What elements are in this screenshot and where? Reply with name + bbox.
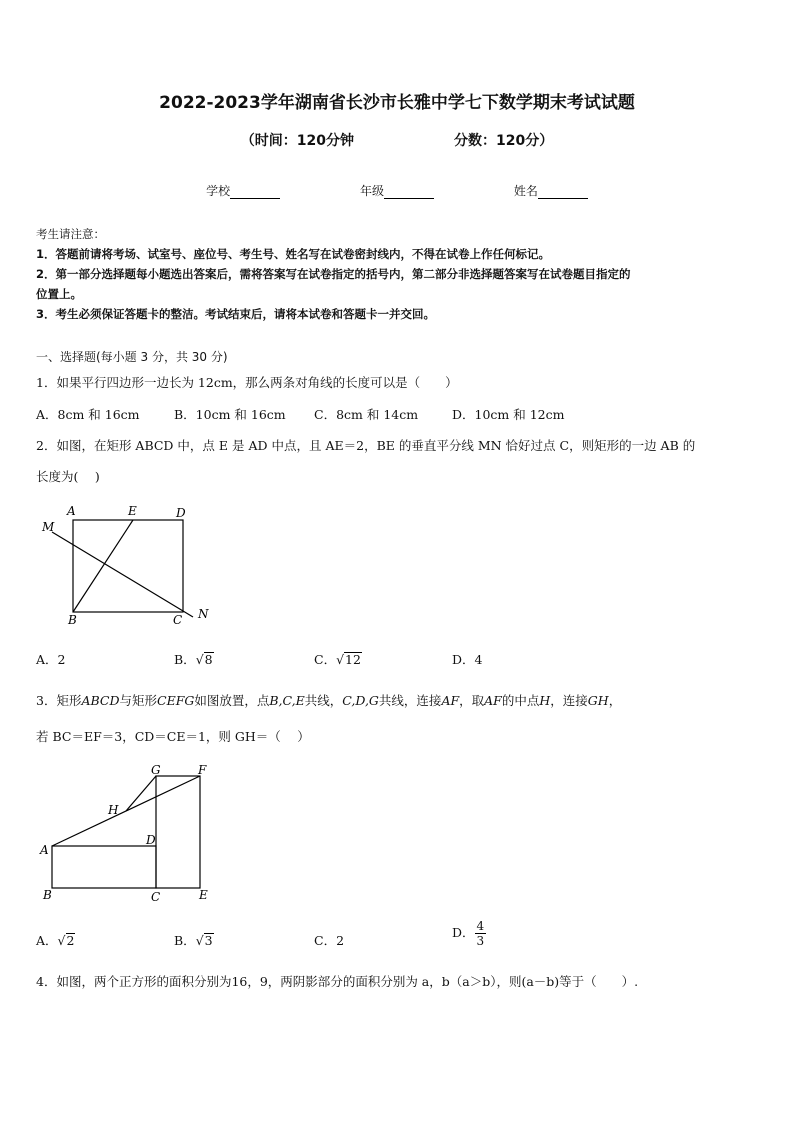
q3-option-d-prefix: D． [452, 925, 475, 940]
q3-segment-gh [126, 776, 156, 811]
q2-label-c: C [173, 613, 183, 627]
exam-subtitle [0, 130, 794, 150]
q3-math-cdg: C,D,G [342, 693, 379, 708]
q3-label-f: F [198, 763, 207, 777]
q3-text-6: ，取 [459, 693, 485, 708]
q3-text-9: ， [608, 693, 622, 708]
q3-text-2: 与矩形 [119, 693, 157, 708]
note-item-3: 3．考生必须保证答题卡的整洁。考试结束后，请将本试卷和答题卡一并交回。 [36, 307, 435, 321]
q3-rectangle-abcd [52, 846, 156, 888]
question-2-line1: 2．如图，在矩形 ABCD 中，点 E 是 AD 中点，且 AE＝2，BE 的垂直平分线 MN 恰好过点 C，则矩形的一边 AB 的 [36, 438, 696, 453]
note-item-1: 1．答题前请将考场、试室号、座位号、考生号、姓名写在试卷密封线内，不得在试卷上作任何标记。 [36, 247, 550, 261]
name-label: 姓名 [513, 184, 538, 198]
q3-math-h: H [539, 693, 551, 708]
q3-text-1: 3．矩形 [36, 693, 82, 708]
q2-option-c-prefix: C． [314, 652, 337, 667]
q2-label-b: B [68, 613, 77, 627]
q3-math-af-2: AF [484, 693, 502, 708]
q3-option-a-radicand: 2 [66, 933, 75, 948]
q3-option-b-prefix: B． [174, 933, 196, 948]
q2-option-c-radicand: 12 [345, 652, 361, 667]
q2-option-d: D．4 [452, 652, 483, 667]
q2-label-m: M [42, 520, 55, 534]
name-blank [538, 186, 588, 199]
q3-option-a-prefix: A． [36, 933, 58, 948]
q3-label-c: C [151, 890, 161, 904]
question-3-line2: 若 BC＝EF＝3，CD＝CE＝1，则 GH＝（ ） [36, 729, 310, 744]
exam-score: 分数：120分） [454, 133, 554, 149]
student-info [0, 182, 794, 199]
q2-option-b-prefix: B． [174, 652, 196, 667]
q3-text-3: 如图放置，点 [194, 693, 270, 708]
note-item-2: 2．第一部分选择题每小题选出答案后，需将答案写在试卷指定的括号内，第二部分非选择题答案写在试卷题目指定的 [36, 267, 631, 281]
q3-math-bce: B,C,E [269, 693, 305, 708]
q2-rectangle-abcd [73, 520, 183, 612]
q3-text-7: 的中点 [501, 693, 540, 708]
q2-label-a: A [67, 504, 76, 518]
q3-text-5: 共线，连接 [378, 693, 442, 708]
q3-math-af-1: AF [441, 693, 460, 708]
q3-option-d-numerator: 4 [476, 919, 485, 933]
question-1: 1．如果平行四边形一边长为 12cm，那么两条对角线的长度可以是（ ） [36, 375, 458, 390]
school-field [206, 182, 280, 199]
school-label: 学校 [206, 184, 231, 198]
q2-option-c: C．√12 [314, 652, 361, 667]
q3-math-cefg: CEFG [157, 693, 195, 708]
q1-option-d: D．10cm 和 12cm [452, 407, 565, 422]
q3-option-b-radicand: 3 [204, 933, 213, 948]
q2-label-n: N [198, 607, 209, 621]
q2-option-b-radicand: 8 [204, 652, 213, 667]
q1-option-c: C．8cm 和 14cm [314, 407, 419, 422]
grade-field [360, 182, 434, 199]
q3-figure [36, 760, 226, 910]
name-field [514, 182, 588, 199]
grade-blank [384, 186, 434, 199]
q1-option-a: A．8cm 和 16cm [36, 407, 140, 422]
q3-math-gh: GH [587, 693, 609, 708]
q3-option-d-denominator: 3 [476, 934, 485, 948]
q3-math-abcd: ABCD [81, 693, 120, 708]
q3-label-g: G [151, 763, 161, 777]
school-blank [230, 186, 280, 199]
question-3-line1 [36, 691, 758, 711]
q3-option-d-fraction [475, 919, 487, 948]
exam-title: 2022-2023学年湖南省长沙市长雅中学七下数学期末考试试题 [159, 93, 635, 113]
q2-option-b: B．√8 [174, 652, 213, 667]
exam-time: （时间：120分钟 [240, 133, 354, 149]
question-2-line2: 长度为( ) [36, 469, 100, 484]
q3-text-4: 共线， [304, 693, 343, 708]
q3-option-c: C．2 [314, 933, 345, 948]
section-heading: 一、选择题(每小题 3 分，共 30 分) [36, 350, 228, 364]
question-4: 4．如图，两个正方形的面积分别为16，9，两阴影部分的面积分别为 a，b（a＞b），则(a－b)等于（ ）. [36, 974, 639, 989]
notes-heading: 考生请注意： [36, 227, 105, 241]
q3-label-a: A [40, 843, 49, 857]
q3-option-b: B．√3 [174, 933, 213, 948]
q3-label-e: E [199, 888, 208, 902]
q3-label-b: B [43, 888, 52, 902]
q2-label-d: D [176, 506, 186, 520]
note-item-2-cont: 位置上。 [36, 287, 82, 301]
q2-figure [36, 500, 226, 630]
q2-label-e: E [128, 504, 137, 518]
grade-label: 年级 [359, 184, 384, 198]
q3-label-h: H [108, 803, 119, 817]
q3-label-d: D [146, 833, 156, 847]
q3-rectangle-cefg [156, 776, 200, 888]
exam-notes [36, 224, 758, 324]
q3-text-8: ，连接 [550, 693, 588, 708]
q2-option-a: A．2 [36, 652, 66, 667]
q3-option-a: A．√2 [36, 933, 75, 948]
q2-segment-be [73, 520, 133, 612]
q1-option-b: B．10cm 和 16cm [174, 407, 286, 422]
q3-option-d [452, 919, 486, 948]
